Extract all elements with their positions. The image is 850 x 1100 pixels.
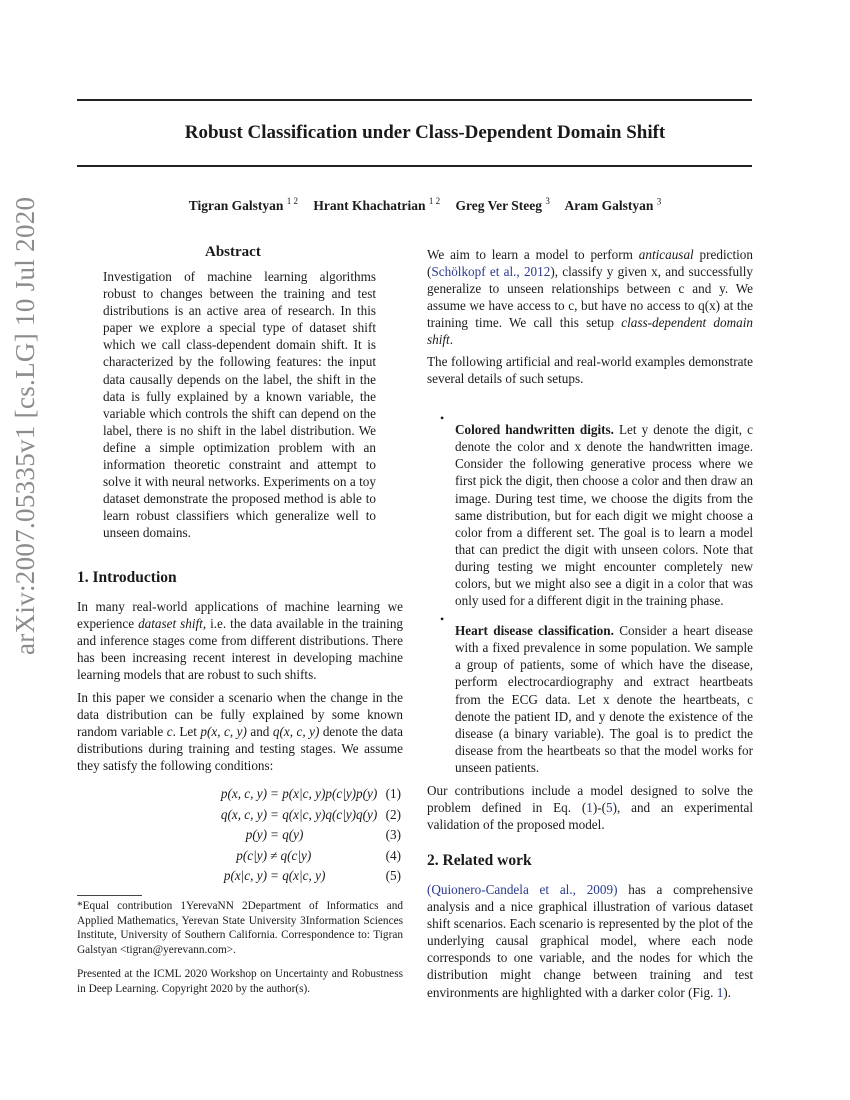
- paper-title: Robust Classification under Class-Dependent Domain Shift: [184, 122, 666, 143]
- abstract-heading: Abstract: [205, 244, 261, 260]
- author-affiliation: 1 2: [286, 196, 298, 206]
- section-heading-introduction: 1. Introduction: [77, 569, 177, 586]
- author-list: [0, 196, 850, 214]
- equation: p(x, c, y) = p(x|c, y)p(c|y)p(y) (1): [220, 786, 401, 801]
- bullet-heart-disease: Heart disease classification. Consider a heart disease with a fixed prevalence in some population. We sample a group of patients, some of which have the disease, perform electrocardiography and extract heartbeats from the ECG data. Let x denote the heartbeats, c denote the patient ID, and y denote the existence of the disease (a binary variable). The goal is to predict the disease from the heartbeats so that the model works for unseen patients.: [455, 623, 753, 775]
- bullet-marker: •: [440, 612, 445, 626]
- equation-ref-link[interactable]: 5: [606, 800, 613, 816]
- author-affiliation: 1 2: [428, 196, 441, 206]
- intro-paragraph-1: In many real-world applications of machine learning we experience dataset shift, i.e. the data available in the training and inference stages come from different distributions. There has been increasing recent interest in developing machine learning models that are robust to such shifts.: [77, 599, 404, 683]
- title-top-rule: [77, 99, 752, 101]
- author-affiliation: 3: [656, 196, 662, 206]
- citation-link[interactable]: (Quionero-Candela et al., 2009): [427, 882, 618, 897]
- author: [565, 198, 662, 213]
- right-paragraph-1: We aim to learn a model to perform anticausal prediction (Schölkopf et al., 2012), classify y given x, and successfully generalize to unseen relationships between c and y. We assume we have access to c, but have no access to q(x) at the training time. We call this setup class-dependent domain shift.: [427, 247, 753, 348]
- author-name: Tigran Galstyan: [188, 197, 284, 213]
- equation-block: [77, 786, 403, 889]
- equation: p(c|y) ≠ q(c|y) (4): [236, 847, 401, 863]
- equation: q(x, c, y) = q(x|c, y)q(c|y)q(y) (2): [220, 806, 401, 822]
- author-name: Hrant Khachatrian: [313, 197, 426, 213]
- figure-ref-link[interactable]: 1: [716, 984, 724, 1000]
- right-paragraph-2: The following artificial and real-world examples demonstrate several details of such setups.: [427, 354, 753, 387]
- right-paragraph-contributions: Our contributions include a model designed to solve the problem defined in Eq. (1)-(5), and an experimental validation of the proposed model.: [427, 783, 754, 833]
- arxiv-sidebar-stamp: arXiv:2007.05335v1 [cs.LG] 10 Jul 2020: [10, 196, 40, 655]
- author-name: Greg Ver Steeg: [455, 197, 542, 213]
- equation-ref-link[interactable]: 1: [586, 800, 593, 816]
- author: [456, 198, 562, 213]
- footnote-affiliations: *Equal contribution 1YerevaNN 2Department of Informatics and Applied Mathematics, Yerevan State University 3Information Sciences Institute, University of Southern California. Correspondence to: Tigran Galstyan <tigran@yerevann.com>.: [77, 900, 403, 956]
- section-heading-related-work: 2. Related work: [427, 852, 532, 869]
- footnote-rule: [77, 895, 142, 896]
- title-bottom-rule: [77, 165, 752, 167]
- author: [189, 198, 310, 213]
- related-work-paragraph: (Quionero-Candela et al., 2009) has a comprehensive analysis and a nice graphical illustration of various dataset shift scenarios. Each scenario is represented by the plot of the underlying causal graphical model, where each node corresponds to one variable, and the nodes for which the distribution might change between training and test environments are highlighted with a darker color (Fig. 1).: [427, 882, 753, 1000]
- author-affiliation: 3: [545, 196, 550, 206]
- author: [313, 198, 452, 213]
- intro-paragraph-2: In this paper we consider a scenario when the change in the data distribution can be fully explained by some known random variable c. Let p(x, c, y) and q(x, c, y) denote the data distributions during training and testing stages. We assume they satisfy the following conditions:: [77, 690, 404, 774]
- author-name: Aram Galstyan: [564, 197, 654, 213]
- equation: p(y) = q(y) (3): [245, 827, 401, 842]
- bullet-colored-digits: Colored handwritten digits. Let y denote the digit, c denote the color and x denote the handwritten image. Consider the following generative process where we first pick the digit, then choose a color and then draw an image. During test time, we choose the digits from the same distribution, but for each digit we might choose a color from a different set. The goal is to learn a model that can predict the digit with unseen colors. Note that during testing we might encounter completely new colors, but we might also see a digit in a color that was only used for a different digit in the training phase.: [455, 422, 753, 609]
- equation: p(x|c, y) = q(x|c, y) (5): [223, 868, 401, 883]
- citation-link[interactable]: Schölkopf et al., 2012: [431, 264, 551, 280]
- footnote-venue: Presented at the ICML 2020 Workshop on Uncertainty and Robustness in Deep Learning. Copyright 2020 by the author(s).: [77, 968, 403, 995]
- abstract-text: Investigation of machine learning algorithms robust to changes between the training and test distributions is an active area of research. In this paper we explore a special type of dataset shift which we call class-dependent domain shift. It is characterized by the following features: the input data causally depends on the label, the shift in the data is fully explained by a known variable, the variable which controls the shift can depend on the label, there is no shift in the label distribution. We define a simple optimization problem with an information theoretic constraint and attempt to solve it with neural networks. Experiments on a toy dataset demonstrate the proposed method is able to learn robust classifiers which generalize well to unseen domains.: [103, 269, 376, 541]
- bullet-marker: •: [440, 411, 445, 425]
